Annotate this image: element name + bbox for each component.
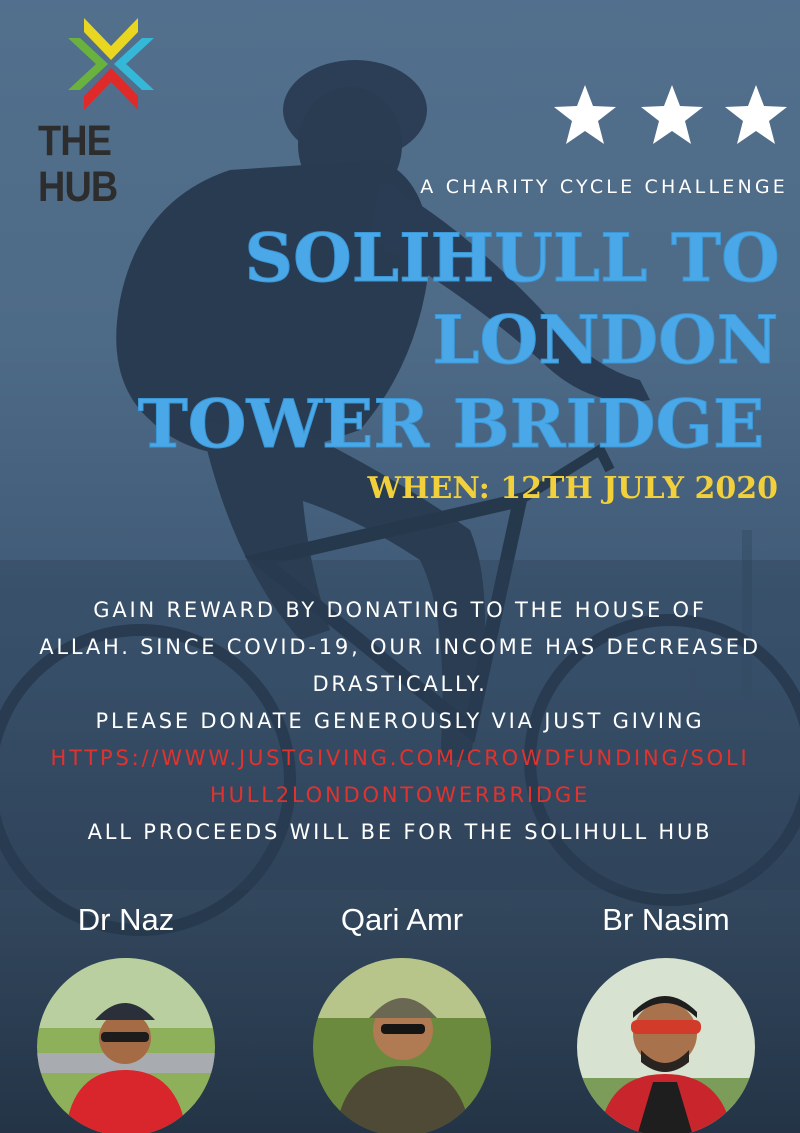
rider-photo-avatar [37,958,215,1133]
rating-stars [552,84,792,150]
appeal-line-4: PLEASE DONATE GENEROUSLY VIA JUST GIVING [95,709,705,733]
donation-link-line-1[interactable]: HTTPS://WWW.JUSTGIVING.COM/CROWDFUNDING/SOLI [50,746,750,770]
rider-photo-avatar [313,958,491,1133]
riders [0,900,800,1130]
star-icon [725,85,787,144]
headline-line-2: LONDON [431,301,778,379]
star-icon [641,85,703,144]
rider-photo-avatar [577,958,755,1133]
hub-logo-mark-icon [66,16,156,112]
star-icon [554,85,616,144]
event-subtitle: A CHARITY CYCLE CHALLENGE [420,176,788,198]
appeal-line-1: GAIN REWARD BY DONATING TO THE HOUSE OF [93,598,707,622]
event-date: WHEN: 12TH JULY 2020 [367,471,778,506]
appeal-text [0,592,800,851]
rider-card [312,900,492,1133]
rider-card [36,900,216,1133]
rider-card [576,900,756,1133]
appeal-line-5: ALL PROCEEDS WILL BE FOR THE SOLIHULL HUB [87,820,713,844]
headline-line-3: TOWER BRIDGE [137,385,764,463]
brand-name: THE HUB [38,117,118,211]
appeal-line-2: ALLAH. SINCE COVID-19, OUR INCOME HAS DECREASED [39,635,761,659]
rider-name: Br Nasim [602,902,730,937]
rider-name: Qari Amr [340,902,464,937]
hub-logo [36,14,186,211]
rider-name: Dr Naz [77,902,175,937]
donation-link-line-2[interactable]: HULL2LONDONTOWERBRIDGE [209,783,590,807]
headline-line-1: SOLIHULL TO [244,219,780,297]
appeal-line-3: DRASTICALLY. [312,672,488,696]
